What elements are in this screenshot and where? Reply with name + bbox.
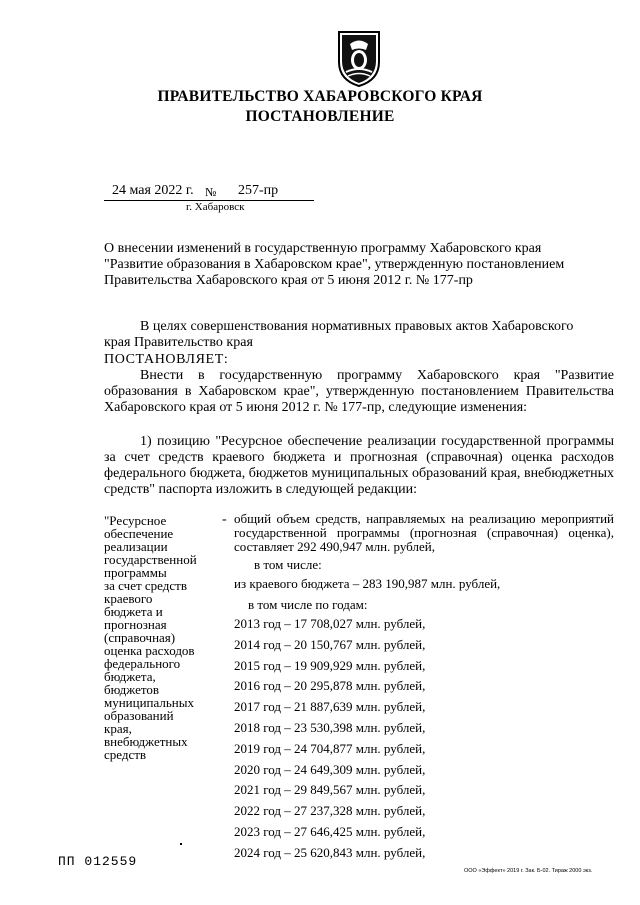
decree-city: г. Хабаровск (186, 201, 245, 213)
coat-of-arms-icon (336, 28, 382, 88)
left-line: бюджета и (104, 604, 163, 619)
left-line: края, (104, 721, 132, 736)
subject-line: Правительства Хабаровского края от 5 июня 2012 г. № 177-пр (104, 273, 473, 288)
left-line: муниципальных (104, 695, 195, 710)
postanovlyaet-heading: ПОСТАНОВЛЯЕТ: (104, 352, 229, 367)
stray-dot (180, 843, 182, 845)
table-including: в том числе: (254, 557, 322, 572)
left-line: бюджетов (104, 682, 160, 697)
left-line: обеспечение (104, 526, 174, 541)
year-row: 2016 год – 20 295,878 млн. рублей, (234, 678, 426, 694)
left-line: реализации (104, 539, 168, 554)
table-krai-budget: из краевого бюджета – 283 190,987 млн. рублей, (234, 576, 501, 591)
intro-line: края Правительство края (104, 335, 253, 350)
form-code: ПП 012559 (58, 854, 138, 869)
decree-subject (104, 241, 614, 289)
number-sign: № (205, 185, 217, 199)
table-by-years: в том числе по годам: (248, 597, 368, 612)
table-years-list (234, 614, 425, 864)
left-line: прогнозная (104, 617, 167, 632)
year-row: 2019 год – 24 704,877 млн. рублей, (234, 740, 426, 756)
left-line: "Ресурсное (104, 513, 167, 528)
subject-line: "Развитие образования в Хабаровском крае", утвержденную постановлением (104, 257, 565, 272)
year-row: 2022 год – 27 237,328 млн. рублей, (234, 803, 426, 819)
year-row: 2023 год – 27 646,425 млн. рублей, (234, 823, 426, 839)
printer-imprint: ООО «Эффект» 2019 г. Зак. Б-02. Тираж 2000 экз. (464, 868, 593, 874)
left-line: оценка расходов (104, 643, 195, 658)
left-line: государственной (104, 552, 197, 567)
intro-paragraph (104, 319, 614, 351)
year-row: 2015 год – 19 909,929 млн. рублей, (234, 657, 426, 673)
government-title: ПРАВИТЕЛЬСТВО ХАБАРОВСКОГО КРАЯ (157, 88, 483, 105)
left-line: за счет средств (104, 578, 187, 593)
decree-type-title: ПОСТАНОВЛЕНИЕ (245, 108, 395, 125)
year-row: 2013 год – 17 708,027 млн. рублей, (234, 616, 426, 631)
year-row: 2024 год – 25 620,843 млн. рублей, (234, 844, 426, 860)
left-line: (справочная) (104, 630, 176, 645)
paragraph-item-1: 1) позицию "Ресурсное обеспечение реализации государственной программы за счет средств краевого бюджета и прогнозная (справочная) оценка расходов федерального бюджета, бюджетов муниципальных образований края, внебюджетных средств" паспорта изложить в следующей редакции: (104, 434, 614, 497)
left-line: программы (104, 565, 167, 580)
decree-number: 257-пр (238, 183, 279, 198)
subject-line: О внесении изменений в государственную программу Хабаровского края (104, 241, 542, 256)
left-line: федерального (104, 656, 181, 671)
left-line: средств (104, 747, 147, 762)
intro-line: В целях совершенствования нормативных правовых актов Хабаровского (140, 319, 574, 334)
left-line: бюджета, (104, 669, 156, 684)
year-row: 2021 год – 29 849,567 млн. рублей, (234, 782, 426, 798)
year-row: 2018 год – 23 530,398 млн. рублей, (234, 719, 426, 735)
left-line: образований (104, 708, 174, 723)
paragraph-amend: Внести в государственную программу Хабаровского края "Развитие образования в Хабаровском крае", утвержденную постановлением Правительства Хабаровского края от 5 июня 2012 г. № 177-пр, следующие изменения: (104, 368, 614, 415)
decree-date: 24 мая 2022 г. (112, 183, 194, 198)
table-left-column (104, 514, 216, 761)
left-line: краевого (104, 591, 153, 606)
table-dash: - (222, 512, 227, 527)
left-line: внебюджетных (104, 734, 188, 749)
year-row: 2017 год – 21 887,639 млн. рублей, (234, 699, 426, 715)
year-row: 2020 год – 24 649,309 млн. рублей, (234, 761, 426, 777)
year-row: 2014 год – 20 150,767 млн. рублей, (234, 636, 426, 652)
table-total-amount: общий объем средств, направляемых на реализацию мероприятий государственной программы (прогнозная (справочная) оценка), составляет 292 490,947 млн. рублей, (234, 511, 614, 554)
